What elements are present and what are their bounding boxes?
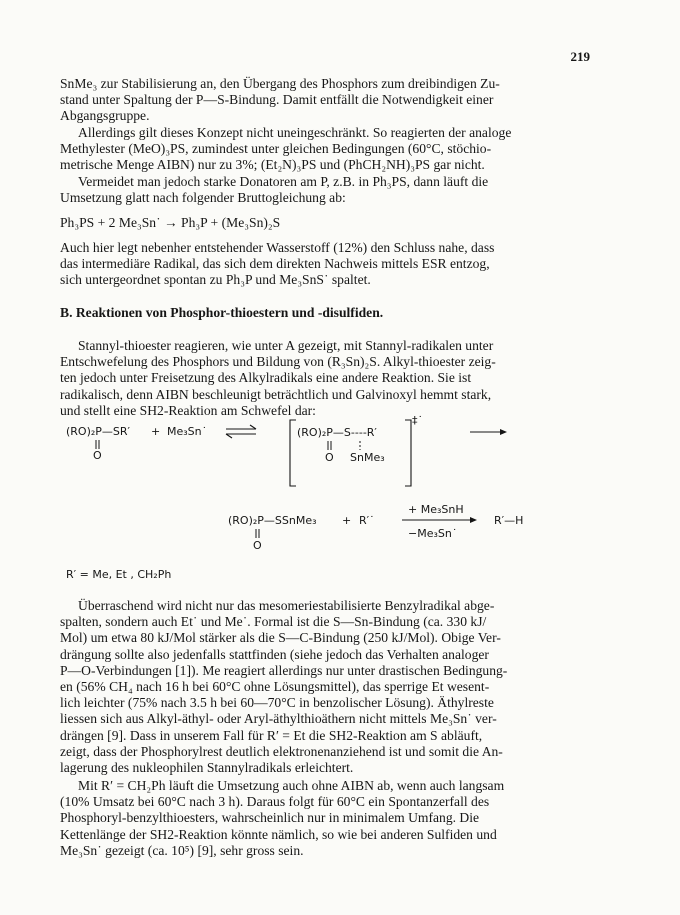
text-line: Kettenlänge der SH2-Reaktion könnte nämlich, so wie bei anderen Sulfiden und: [60, 826, 497, 842]
text-line: lagerung des nukleophilen Stannylradikals erleichtert.: [60, 760, 354, 776]
r-definition: R′ = Me, Et , CH₂Ph: [66, 568, 172, 581]
bracket-left: [290, 420, 296, 486]
text-line: drängen [9]. Dass in unserem Fall für R′ = Et die SH2-Reaktion am S abläuft,: [60, 727, 483, 743]
arrow-head: [250, 425, 256, 429]
text-line: Methylester (MeO)₃PS, zumindest unter gleichen Bedingungen (60°C, stöchio-: [60, 141, 492, 157]
text-line: Auch hier legt nebenher entstehender Wasserstoff (12%) den Schluss nahe, dass: [60, 240, 495, 255]
text-line: stand unter Spaltung der P—S-Bindung. Damit entfällt die Notwendigkeit einer: [60, 92, 494, 108]
plus-sign: +: [342, 514, 352, 527]
ts-oxygen-label: O: [325, 451, 334, 464]
bracket-right: [405, 420, 411, 486]
text-line: Umsetzung glatt nach folgender Bruttogleichung ab:: [60, 190, 346, 206]
text-line: Abgangsgruppe.: [60, 108, 150, 124]
transition-state-label: (RO)₂P—S----R′: [297, 426, 377, 439]
text-line: Entschwefelung des Phosphors und Bildung von (R₃Sn)₂S. Alkyl-thioester zeig-: [60, 354, 496, 370]
text-line: P—O-Verbindungen [1]). Me reagiert allerdings nur unter drastischen Bedingung-: [60, 662, 508, 678]
text-line: zeigt, dass der Phosphorylrest deutlich elektronenanziehend ist und somit die An-: [60, 743, 503, 759]
text-line: Mit R′ = CH₂Ph läuft die Umsetzung auch ohne AIBN ab, wenn auch langsam: [78, 778, 505, 793]
arrow-top-label: + Me₃SnH: [408, 503, 464, 516]
text-line: liessen sich aus Alkyl-äthyl- oder Aryl-äthylthioäthern nicht mittels Me₃Sn˙ ver-: [60, 711, 497, 727]
ts-stannyl-label: SnMe₃: [350, 451, 385, 464]
product-oxygen-label: O: [253, 539, 262, 552]
oxygen-label: O: [93, 449, 102, 462]
paragraph-7: [60, 778, 620, 859]
arrow-head: [500, 429, 507, 435]
text-line: (10% Umsatz bei 60°C nach 3 h). Daraus folgt für 60°C ein Spontanzerfall des: [60, 794, 490, 810]
text-line: Phosphoryl-benzylthioesters, wahrscheinlich nur in minimalem Umfang. Die: [60, 810, 480, 826]
plus-sign: +: [151, 425, 161, 438]
text-line: drängung sollte also jedenfalls stattfinden (siehe jedoch das Verhalten analoger: [60, 646, 489, 662]
reactant-label: (RO)₂P—SR′: [66, 425, 131, 438]
reagent-label: Me₃Sn˙: [167, 425, 208, 438]
final-product-label: R′—H: [494, 514, 524, 527]
text-line: lich leichter (75% nach 3.5 h bei 60—70°C in benzolischer Lösung). Äthylreste: [60, 695, 494, 711]
text-line: Überraschend wird nicht nur das mesomeriestabilisierte Benzylradikal abge-: [78, 598, 495, 613]
arrow-head: [470, 517, 477, 523]
radical-label: R′˙: [359, 514, 375, 527]
text-line: und stellt eine SH2-Reaktion am Schwefel dar:: [60, 402, 316, 418]
text-line: spalten, sondern auch Et˙ und Me˙. Formal ist die S—Sn-Bindung (ca. 330 kJ/: [60, 614, 487, 630]
arrow-bottom-label: −Me₃Sn˙: [408, 527, 458, 540]
text-line: ten jedoch unter Freisetzung des Alkylradikals eine andere Reaktion. Sie ist: [60, 370, 472, 386]
product-label: (RO)₂P—SSnMe₃: [228, 514, 317, 527]
text-line: Me₃Sn˙ gezeigt (ca. 10⁵) [9], sehr gross sein.: [60, 842, 304, 858]
text-line: Mol) um etwa 80 kJ/Mol stärker als die S—C-Bindung (250 kJ/Mol). Obige Ver-: [60, 630, 501, 646]
text-line: en (56% CH₄ nach 16 h bei 60°C ohne Lösungsmittel), das sperrige Et wesent-: [60, 679, 490, 695]
text-line: Stannyl-thioester reagieren, wie unter A gezeigt, mit Stannyl-radikalen unter: [78, 338, 494, 353]
text-line: Vermeidet man jedoch starke Donatoren am P, z.B. in Ph₃PS, dann läuft die: [78, 174, 489, 189]
text-line: SnMe₃ zur Stabilisierung an, den Übergang des Phosphors zum dreibindigen Zu-: [60, 76, 500, 91]
text-line: sich untergeordnet spontan zu Ph₃P und Me₃SnS˙ spaltet.: [60, 272, 371, 288]
paragraph-6: [60, 598, 620, 776]
text-line: radikalisch, denn AIBN beschleunigt beträchtlich und Galvinoxyl hemmt stark,: [60, 386, 492, 402]
ts-charge-mark: ‡˙: [412, 414, 423, 427]
text-line: metrische Menge AIBN) nur zu 3%; (Et₂N)₃PS und (PhCH₂NH)₃PS gar nicht.: [60, 157, 485, 173]
arrow-head: [226, 434, 232, 438]
text-line: das intermediäre Radikal, das sich dem direkten Nachweis mittels ESR entzog,: [60, 256, 490, 272]
page-number: 219: [570, 49, 590, 64]
text-line: Allerdings gilt dieses Konzept nicht uneingeschränkt. So reagierten der analoge: [78, 125, 512, 140]
section-heading: B. Reaktionen von Phosphor-thioestern und -disulfiden.: [60, 305, 384, 320]
equation-1: Ph₃PS + 2 Me₃Sn˙ → Ph₃P + (Me₃Sn)₂S: [60, 215, 281, 230]
